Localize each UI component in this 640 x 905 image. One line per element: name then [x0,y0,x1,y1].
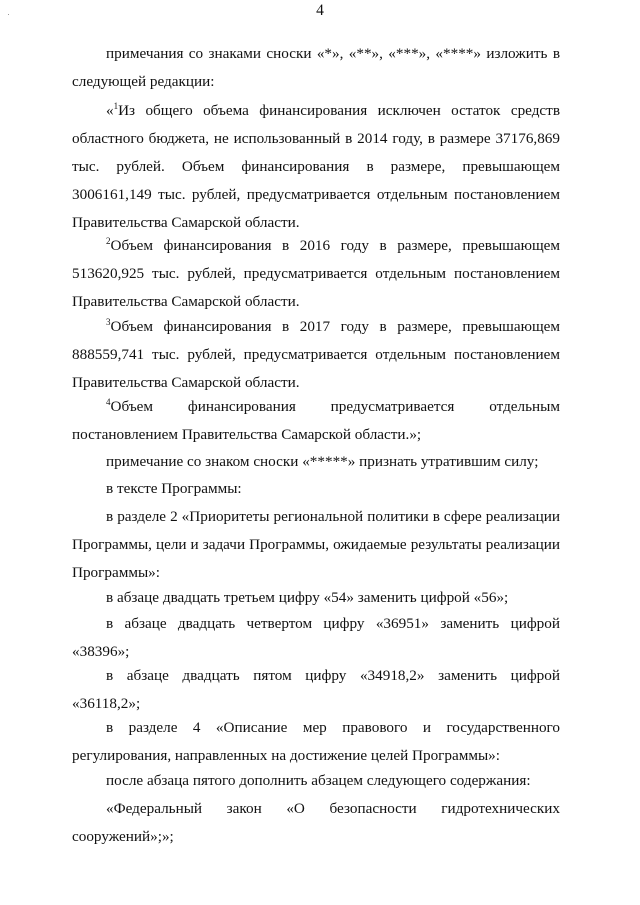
paragraph-7: в тексте Программы: [106,480,242,497]
paragraph-footnote-4: $^4$Объем финансирования предусматривается отдельным постановлением Правительства Самарской области.»; [72,397,560,443]
paragraph-9: в абзаце двадцать третьем цифру «54» заменить цифрой «56»; [106,589,509,606]
paragraph-footnote-1: «$^1$Из общего объема финансирования исключен остаток средств областного бюджета, не использованный в 2014 году, в размере 37176,869 тыс. рублей. Объем финансирования в размере, превышающем 3006161,149 тыс. рублей, предусматривается отдельным постановлением Правительства Самарской области. [72,101,560,231]
paragraph-13: после абзаца пятого дополнить абзацем следующего содержания: [106,772,531,789]
paragraph-14: «Федеральный закон «О безопасности гидротехнических сооружений»;»; [72,800,560,845]
paragraph-1: примечания со знаками сноски «*», «**», «***», «****» изложить в следующей редакции: [72,45,560,90]
footnote-mark-4: 4 [106,397,111,407]
footnote-mark-2: 2 [106,236,111,246]
paragraph-12: в разделе 4 «Описание мер правового и государственного регулирования, направленных на достижение целей Программы»: [72,719,560,764]
footnote-mark-3: 3 [106,317,111,327]
page-number: 4 [316,2,324,19]
paragraph-footnote-3: $^3$Объем финансирования в 2017 году в размере, превышающем 888559,741 тыс. рублей, предусматривается отдельным постановлением Правительства Самарской области. [72,317,560,391]
paragraph-11: в абзаце двадцать пятом цифру «34918,2» заменить цифрой «36118,2»; [72,667,560,712]
paragraph-10: в абзаце двадцать четвертом цифру «36951» заменить цифрой «38396»; [72,615,560,660]
paragraph-footnote-2: $^2$Объем финансирования в 2016 году в размере, превышающем 513620,925 тыс. рублей, предусматривается отдельным постановлением Правительства Самарской области. [72,236,560,310]
footnote-mark-1: 1 [113,101,119,111]
paragraph-8: в разделе 2 «Приоритеты региональной политики в сфере реализации Программы, цели и задачи Программы, ожидаемые результаты реализации Программы»: [72,508,560,581]
paragraph-6: примечание со знаком сноски «*****» признать утратившим силу; [106,453,539,470]
